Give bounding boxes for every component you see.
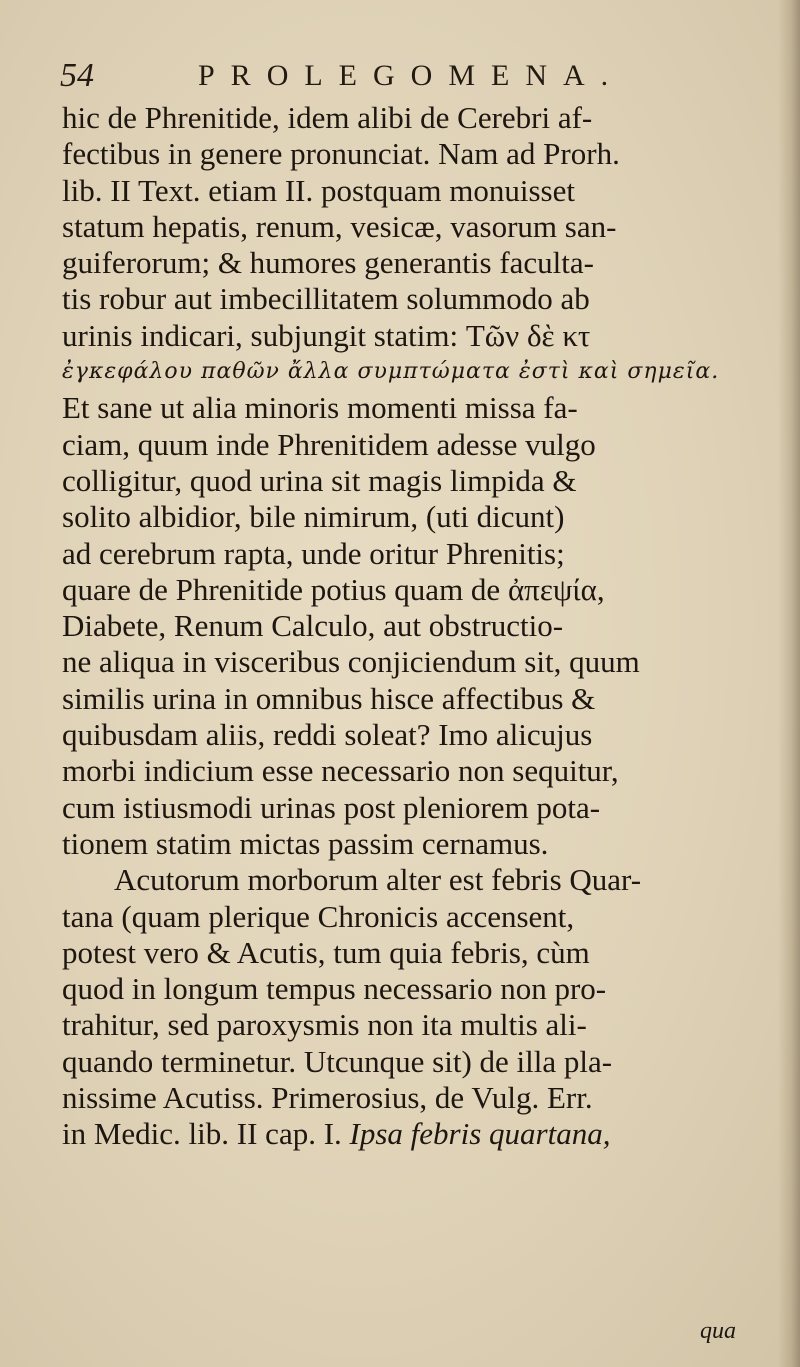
text-line: trahitur, sed paroxysmis non ita multis ali-	[62, 1007, 587, 1043]
text-line: quibusdam aliis, reddi soleat? Imo alicujus	[62, 717, 593, 753]
text-line: similis urina in omnibus hisce affectibus &	[62, 680, 596, 716]
greek-quotation-line: ἐγκεφάλου παθῶν ἄλλα συμπτώματα ἐστὶ καὶ σημεῖα.	[62, 359, 720, 385]
running-title: PROLEGOMENA.	[198, 59, 625, 92]
text-line: nissime Acutiss. Primerosius, de Vulg. Err.	[62, 1080, 593, 1116]
text-line: tionem statim mictas passim cernamus.	[62, 825, 549, 861]
page-header	[60, 54, 750, 98]
text-line: tis robur aut imbecillitatem solummodo ab	[62, 281, 590, 317]
text-line: tana (quam plerique Chronicis accensent,	[62, 898, 575, 934]
catchword: qua	[700, 1318, 736, 1344]
text-line: hic de Phrenitide, idem alibi de Cerebri af-	[62, 100, 593, 135]
text-segment: in Medic. lib. II cap. I.	[62, 1116, 342, 1152]
text-line: potest vero & Acutis, tum quia febris, cùm	[62, 934, 590, 970]
text-line: fectibus in genere pronunciat. Nam ad Prorh.	[62, 136, 620, 172]
text-line: quod in longum tempus necessario non pro-	[62, 971, 607, 1007]
page-edge-shadow	[778, 0, 800, 1367]
paragraph-start-line: Acutorum morborum alter est febris Quar-	[114, 862, 642, 898]
text-line: lib. II Text. etiam II. postquam monuisset	[62, 172, 575, 208]
text-line: Et sane ut alia minoris momenti missa fa-	[62, 390, 578, 426]
text-line: colligitur, quod urina sit magis limpida &	[62, 462, 577, 498]
text-line: guiferorum; & humores generantis faculta-	[62, 245, 594, 281]
text-line: Diabete, Renum Calculo, aut obstructio-	[62, 608, 564, 644]
last-text-line	[62, 1116, 768, 1152]
text-line: quare de Phrenitide potius quam de ἀπεψία,	[62, 571, 605, 607]
text-line: morbi indicium esse necessario non sequitur,	[62, 753, 619, 789]
text-line: ad cerebrum rapta, unde oritur Phrenitis;	[62, 535, 565, 571]
text-line: statum hepatis, renum, vesicæ, vasorum san-	[62, 208, 617, 244]
text-line: ne aliqua in visceribus conjiciendum sit, quum	[62, 644, 640, 680]
text-line: quando terminetur. Utcunque sit) de illa pla-	[62, 1043, 613, 1079]
page-number: 54	[60, 57, 94, 94]
text-line: urinis indicari, subjungit statim: Τῶν δὲ κτ	[62, 317, 591, 353]
italic-quotation: Ipsa febris quartana,	[349, 1116, 611, 1152]
body-text	[62, 100, 768, 1153]
text-line: ciam, quum inde Phrenitidem adesse vulgo	[62, 426, 596, 462]
text-line: cum istiusmodi urinas post pleniorem pota-	[62, 789, 601, 825]
text-line: solito albidior, bile nimirum, (uti dicunt)	[62, 499, 565, 535]
